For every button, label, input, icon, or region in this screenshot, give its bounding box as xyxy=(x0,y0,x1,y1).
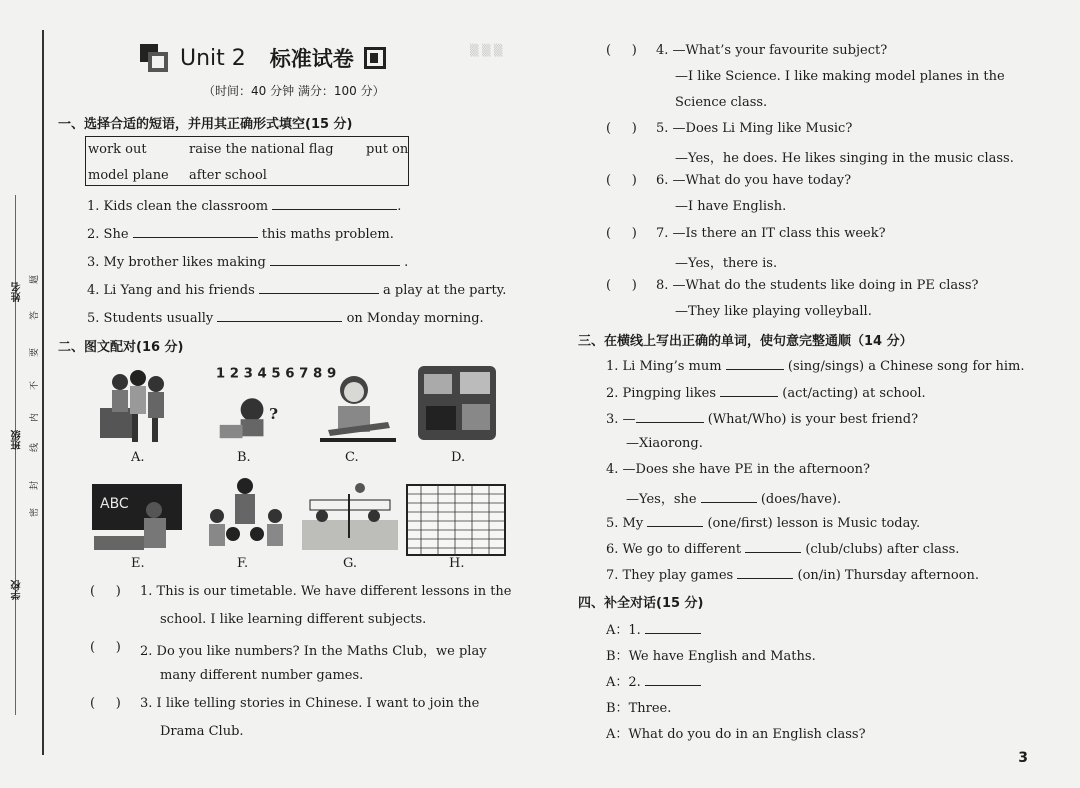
classroom-computers-picture xyxy=(418,366,500,444)
answer-blank[interactable] xyxy=(726,357,784,370)
match-item: 2. Do you like numbers? In the Maths Club，we play xyxy=(140,644,487,659)
maths-numbers-picture xyxy=(212,364,337,442)
section4-title: 四、补全对话(15 分) xyxy=(578,596,704,611)
fill-item: 4. Li Yang and his friends a play at the party. xyxy=(87,283,507,298)
phrase: work out xyxy=(88,142,147,157)
answer-parens[interactable]: ( ) xyxy=(606,226,637,241)
seal-char: 线 xyxy=(26,443,41,452)
answer-blank[interactable] xyxy=(636,410,704,423)
binding-margin xyxy=(0,0,52,788)
class-label: 班级 xyxy=(12,430,23,450)
match-item-cont: Drama Club. xyxy=(160,724,244,739)
section1-title: 一、选择合适的短语，并用其正确形式填空(15 分) xyxy=(58,117,353,132)
fill-item: —Xiaorong. xyxy=(626,436,703,451)
phrase: put on xyxy=(366,142,409,157)
fill-item: 5. My (one/first) lesson is Music today. xyxy=(606,516,921,531)
seal-char: 封 xyxy=(26,481,41,490)
timetable-picture xyxy=(406,484,506,556)
phrase: raise the national flag xyxy=(189,142,334,157)
fill-item: 3. My brother likes making . xyxy=(87,255,409,270)
answer-blank[interactable] xyxy=(701,490,757,503)
match-item-answer: —I like Science. I like making model planes in the xyxy=(675,69,1005,84)
seal-char: 要 xyxy=(26,348,41,357)
answer-parens[interactable]: ( ) xyxy=(606,278,637,293)
match-item-answer: Science class. xyxy=(675,95,768,110)
dialogue-line: A：1. xyxy=(606,619,701,638)
seal-char: 密 xyxy=(26,508,41,517)
fill-item: 1. Li Ming’s mum (sing/sings) a Chinese song for him. xyxy=(606,359,1025,374)
answer-blank[interactable] xyxy=(259,281,379,294)
match-item-cont: school. I like learning different subjects. xyxy=(160,612,427,627)
answer-blank[interactable] xyxy=(737,566,793,579)
dialogue-line: B：Three. xyxy=(606,701,672,716)
publisher-logo-icon xyxy=(140,44,168,72)
answer-blank[interactable] xyxy=(270,253,400,266)
answer-parens[interactable]: ( ) xyxy=(90,640,121,655)
answer-blank[interactable] xyxy=(720,384,778,397)
seal-char: 答 xyxy=(26,311,41,320)
page-number: 3 xyxy=(1018,750,1028,766)
blackboard-text: ABC xyxy=(100,496,129,512)
match-item-answer: —They like playing volleyball. xyxy=(675,304,872,319)
boy-model-plane-picture xyxy=(318,368,400,446)
match-item-answer: —Yes，there is. xyxy=(675,256,778,271)
match-item: 8. —What do the students like doing in PE class? xyxy=(656,278,979,293)
phrase: after school xyxy=(189,168,267,183)
picture-label: E. xyxy=(131,556,145,571)
exam-title: 标准试卷 xyxy=(269,47,354,71)
picture-label: D. xyxy=(451,450,466,465)
picture-label: B. xyxy=(237,450,251,465)
picture-label: H. xyxy=(449,556,465,571)
answer-blank[interactable] xyxy=(645,673,701,686)
fill-item: 5. Students usually on Monday morning. xyxy=(87,311,484,326)
dialogue-line: B：We have English and Maths. xyxy=(606,649,816,664)
volleyball-picture xyxy=(302,476,398,554)
answer-blank[interactable] xyxy=(272,197,397,210)
seal-char: 内 xyxy=(26,413,41,422)
storytelling-picture xyxy=(205,476,287,554)
answer-parens[interactable]: ( ) xyxy=(606,43,637,58)
fill-item: 1. Kids clean the classroom . xyxy=(87,199,402,214)
bleed-through-text: ▒ ▒ ▒ xyxy=(470,44,503,57)
picture-label: A. xyxy=(131,450,145,465)
fill-item: 6. We go to different (club/clubs) after class. xyxy=(606,542,960,557)
match-item: 3. I like telling stories in Chinese. I want to join the xyxy=(140,696,480,711)
picture-label: F. xyxy=(237,556,249,571)
match-item-answer: —Yes，he does. He likes singing in the music class. xyxy=(675,151,1014,166)
match-item-cont: many different number games. xyxy=(160,668,364,683)
fill-item: —Yes，she (does/have). xyxy=(626,492,842,507)
match-item: 5. —Does Li Ming like Music? xyxy=(656,121,853,136)
answer-blank[interactable] xyxy=(745,540,801,553)
match-item: 7. —Is there an IT class this week? xyxy=(656,226,886,241)
answer-parens[interactable]: ( ) xyxy=(90,696,121,711)
match-item: 1. This is our timetable. We have different lessons in the xyxy=(140,584,512,599)
match-item: 4. —What’s your favourite subject? xyxy=(656,43,888,58)
binding-line-inner xyxy=(15,195,16,715)
exam-info: （时间：40 分钟 满分：100 分） xyxy=(203,84,385,98)
binding-line xyxy=(42,30,44,755)
english-teacher-picture xyxy=(92,478,184,556)
svg-text:?: ? xyxy=(269,405,279,424)
school-label: 学校 xyxy=(12,580,23,600)
fill-item: 3. — (What/Who) is your best friend? xyxy=(606,412,919,427)
seal-char: 不 xyxy=(26,381,41,390)
answer-parens[interactable]: ( ) xyxy=(606,121,637,136)
match-item-answer: —I have English. xyxy=(675,199,787,214)
answer-parens[interactable]: ( ) xyxy=(606,173,637,188)
match-item: 6. —What do you have today? xyxy=(656,173,852,188)
dialogue-line: A：What do you do in an English class? xyxy=(606,727,866,742)
fill-item: 2. She this maths problem. xyxy=(87,227,394,242)
picture-label: G. xyxy=(343,556,358,571)
answer-blank[interactable] xyxy=(133,225,258,238)
fill-item: 2. Pingping likes (act/acting) at school. xyxy=(606,386,926,401)
name-label: 姓名 xyxy=(12,282,23,302)
section2-title: 二、图文配对(16 分) xyxy=(58,340,184,355)
students-talking-picture xyxy=(92,368,174,446)
fill-item: 4. —Does she have PE in the afternoon? xyxy=(606,462,870,477)
seal-char: 题 xyxy=(26,275,41,284)
page-title xyxy=(140,40,386,76)
answer-parens[interactable]: ( ) xyxy=(90,584,121,599)
unit-title: Unit 2 xyxy=(180,45,246,71)
numbers-text: 1 2 3 4 5 6 7 8 9 xyxy=(215,366,337,382)
square-mark-icon xyxy=(364,47,386,69)
phrase-box xyxy=(85,136,409,186)
fill-item: 7. They play games (on/in) Thursday afternoon. xyxy=(606,568,979,583)
answer-blank[interactable] xyxy=(217,309,342,322)
section3-title: 三、在横线上写出正确的单词，使句意完整通顺（14 分） xyxy=(578,334,913,349)
picture-label: C. xyxy=(345,450,359,465)
phrase: model plane xyxy=(88,168,169,183)
answer-blank[interactable] xyxy=(647,514,703,527)
dialogue-line: A：2. xyxy=(606,671,701,690)
answer-blank[interactable] xyxy=(645,621,701,634)
